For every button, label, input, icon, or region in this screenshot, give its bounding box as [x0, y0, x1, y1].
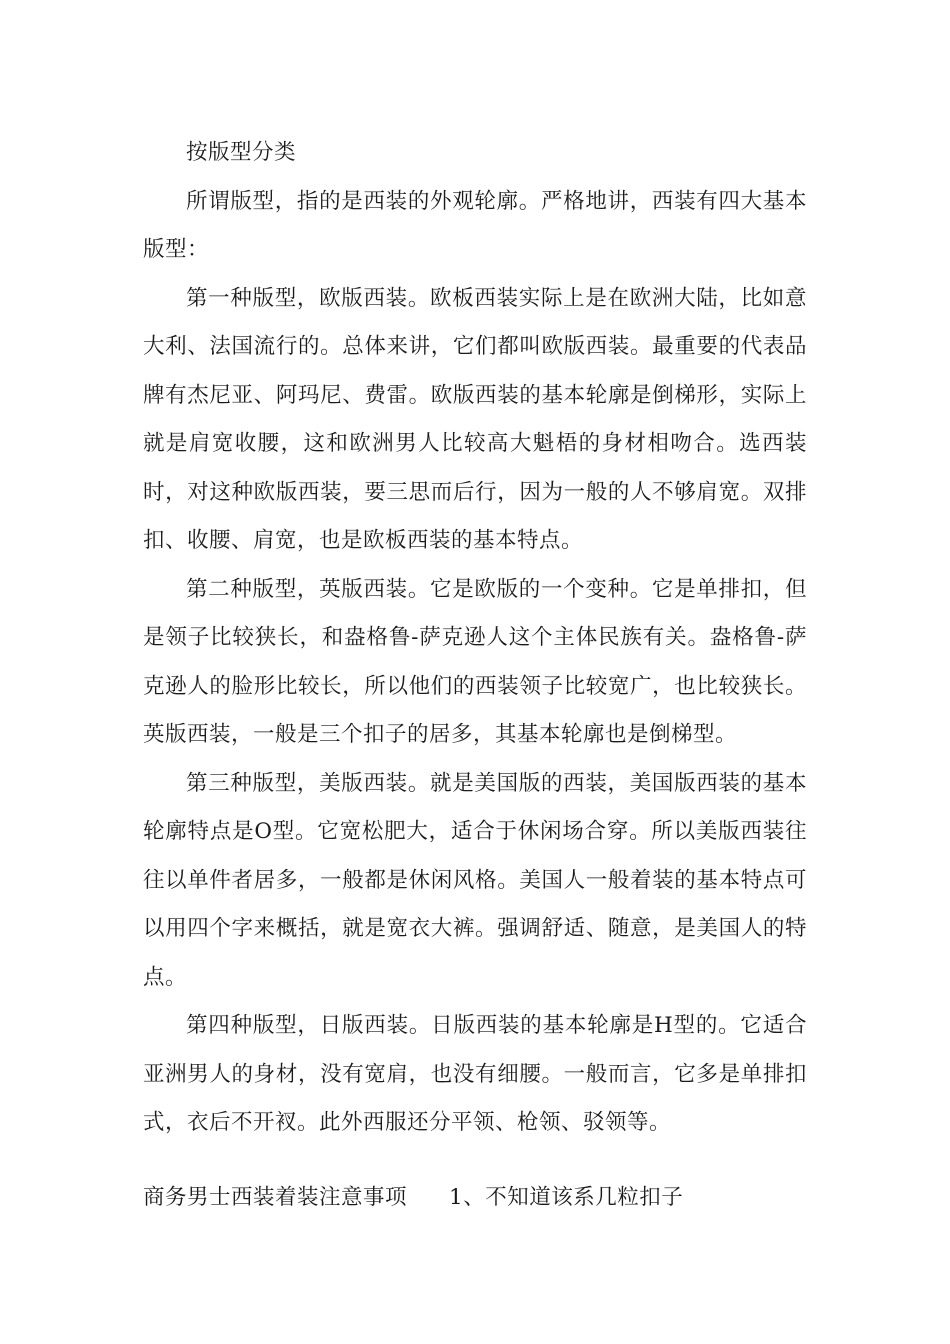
- paragraph-intro: 所谓版型，指的是西装的外观轮廓。严格地讲，西装有四大基本版型：: [143, 188, 807, 262]
- paragraph-japanese-cut: 第四种版型，日版西装。日版西装的基本轮廓是H型的。它适合亚洲男人的身材，没有宽肩，也没有细腰。一般而言，它多是单排扣式，衣后不开衩。此外西服还分平领、枪领、驳领等。: [143, 1013, 807, 1135]
- section-heading: 按版型分类: [186, 140, 297, 165]
- paragraph-british-cut: 第二种版型，英版西装。它是欧版的一个变种。它是单排扣，但是领子比较狭长，和盎格鲁-萨克逊人这个主体民族有关。盎格鲁-萨克逊人的脸形比较长，所以他们的西装领子比较宽广，也比较狭长。英版西装，一般是三个扣子的居多，其基本轮廓也是倒梯型。: [143, 576, 807, 747]
- notes-line: [143, 1174, 843, 1222]
- document-body: [143, 129, 807, 1148]
- paragraph-american-cut: 第三种版型，美版西装。就是美国版的西装，美国版西装的基本轮廓特点是O型。它宽松肥大，适合于休闲场合穿。所以美版西装往往以单件者居多，一般都是休闲风格。美国人一般着装的基本特点可以用四个字来概括，就是宽衣大裤。强调舒适、随意，是美国人的特点。: [143, 770, 807, 990]
- notes-title: 商务男士西装着装注意事项: [143, 1185, 408, 1210]
- notes-first-item: 1、不知道该系几粒扣子: [449, 1185, 684, 1210]
- paragraph-european-cut: 第一种版型，欧版西装。欧板西装实际上是在欧洲大陆，比如意大利、法国流行的。总体来讲，它们都叫欧版西装。最重要的代表品牌有杰尼亚、阿玛尼、费雷。欧版西装的基本轮廓是倒梯形，实际上就是肩宽收腰，这和欧洲男人比较高大魁梧的身材相吻合。选西装时，对这种欧版西装，要三思而后行，因为一般的人不够肩宽。双排扣、收腰、肩宽，也是欧板西装的基本特点。: [143, 285, 807, 553]
